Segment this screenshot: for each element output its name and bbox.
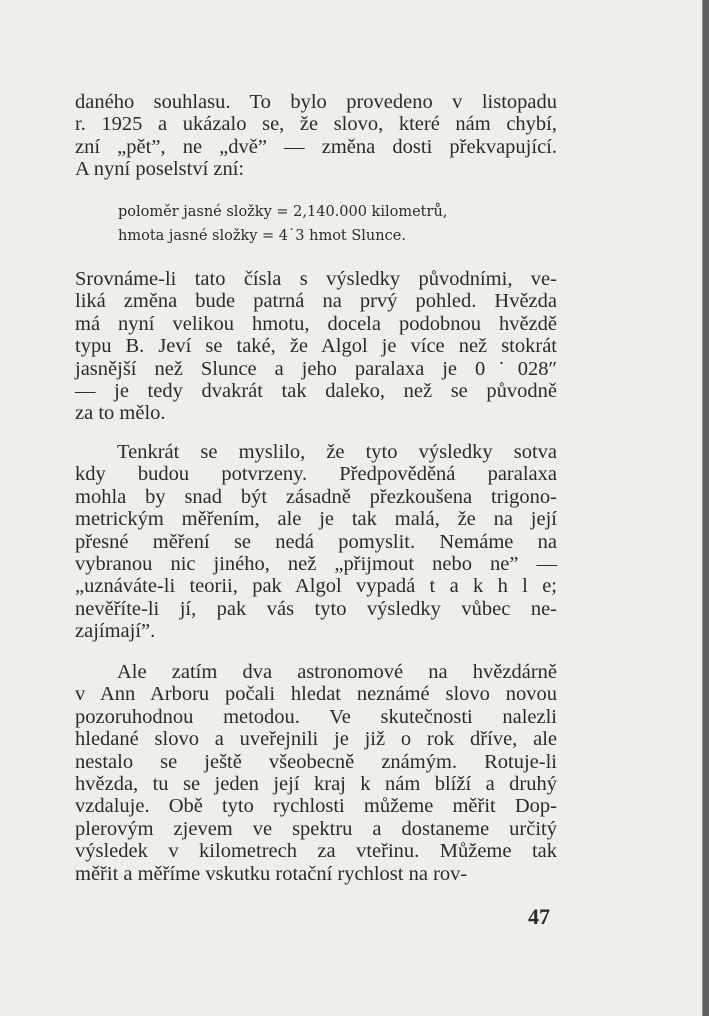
text-line: liká změna bude patrná na prvý pohled. Hvězda [75, 290, 557, 313]
text-line: pozoruhodnou metodou. Ve skutečnosti nalezli [75, 705, 557, 728]
text-line: daného souhlasu. To bylo provedeno v listopadu [75, 91, 557, 113]
text-line: v Ann Arboru počali hledat neznámé slovo novou [75, 683, 557, 706]
text-line: vzdaluje. Obě tyto rychlosti můžeme měřit Dop- [75, 795, 557, 818]
text-line: jasnější než Slunce a jeho paralaxa je 0˙028″ [75, 357, 557, 380]
text-line: mohla by snad být zásadně přezkoušena trigono- [75, 485, 557, 508]
page-number: 47 [528, 904, 550, 929]
text-line: plerovým zjevem ve spektru a dostaneme určitý [75, 817, 557, 840]
text-line: nestalo se ještě všeobecně známým. Rotuje-li [75, 750, 557, 773]
text-line: A nyní poselství zní: [75, 158, 245, 181]
text-line: hledané slovo a uveřejnili je již o rok dříve, ale [75, 728, 557, 751]
text-line: zní „pět”, ne „dvě” — změna dosti překvapující. [75, 135, 557, 158]
text-line: typu B. Jeví se také, že Algol je více než stokrát [75, 335, 557, 358]
text-line: nevěříte-li jí, pak vás tyto výsledky vůbec ne- [75, 597, 557, 620]
text-line: Tenkrát se myslilo, že tyto výsledky sotva [117, 441, 557, 463]
text-line: přesné měření se nedá pomyslit. Nemáme na [75, 530, 557, 553]
formula-line-mass: hmota jasné složky = 4˙3 hmot Slunce. [118, 228, 406, 244]
text-line: za to mělo. [75, 402, 166, 425]
text-line: Ale zatím dva astronomové na hvězdárně [117, 661, 557, 683]
text-line: „uznáváte-li teorii, pak Algol vypadá t a k h l e; [75, 575, 557, 598]
text-line: má nyní velikou hmotu, docela podobnou hvězdě [75, 312, 557, 335]
formula-line-radius: poloměr jasné složky = 2,140.000 kilometrů, [118, 204, 448, 220]
text-line: vybranou nic jiného, než „přijmout nebo ne” — [75, 553, 557, 575]
text-line: měřit a měříme vskutku rotační rychlost na rov- [75, 862, 468, 885]
text-line: r. 1925 a ukázalo se, že slovo, které nám chybí, [75, 113, 557, 136]
text-line: zajímají”. [75, 620, 156, 643]
text-line: metrickým měřením, ale je tak malá, že na její [75, 508, 557, 531]
text-line: kdy budou potvrzeny. Předpověděná paralaxa [75, 463, 557, 486]
text-line: Srovnáme-li tato čísla s výsledky původními, ve- [75, 268, 557, 290]
text-line: — je tedy dvakrát tak daleko, než se původně [75, 380, 557, 402]
text-line: výsledek v kilometrech za vteřinu. Můžeme tak [75, 840, 557, 863]
text-line: hvězda, tu se jeden její kraj k nám blíží a druhý [75, 773, 557, 795]
